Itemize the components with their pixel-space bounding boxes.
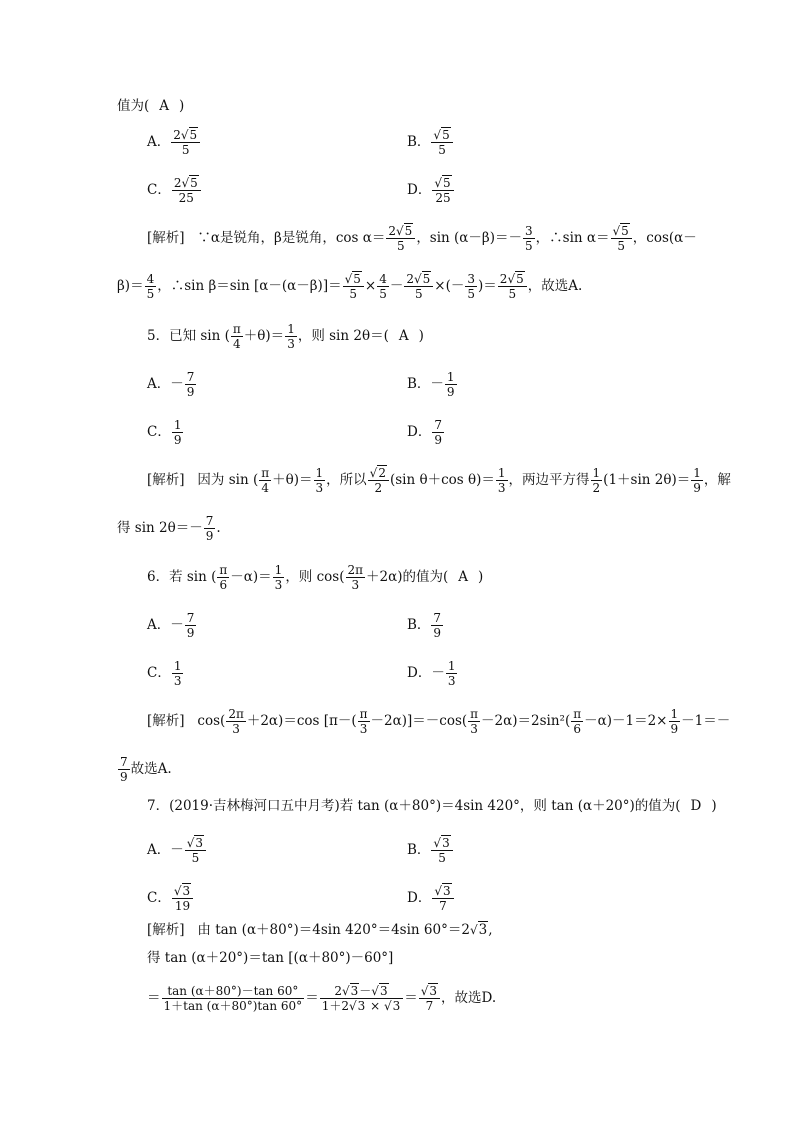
q5-stem: 5．已知 sin ( $\frac{\pi}{4}$ ＋θ)＝ $\frac{1}{3}$ ，则 sin 2θ＝( A ) (147, 322, 424, 351)
q5-option-c: C． $\frac{1}{9}$ (147, 418, 182, 447)
q6-option-d: D．－ $\frac{1}{3}$ (407, 659, 456, 688)
q6-answer: A (458, 569, 469, 585)
q4-stem-tail: 值为( A ) (117, 98, 185, 114)
q7-solution-line3: ＝ $\frac{\tan (\alpha+80^\circ)-\tan 60^\circ}{1+\tan (\alpha+80^\circ)\tan 60^\circ}$ ＝ $\frac{2√3-√3}{1+2√3 \times √3}$ ＝ $\frac{√3}{7}$ ，故选D. (147, 984, 497, 1013)
q6-option-b: B． $\frac{7}{9}$ (407, 611, 442, 640)
solution-tag: [解析] (147, 472, 185, 488)
q7-option-a: A．－ $\frac{√3}{5}$ (147, 836, 207, 865)
q5-solution-line1: [解析] 因为 sin ( $\frac{\pi}{4}$ ＋θ)＝ $\frac{1}{3}$ ，所以 $\frac{√2}{2}$ (sin θ＋cos θ)＝ $\frac{1}{3}$ ，两边平方得 $\frac{1}{2}$ (1＋sin 2θ)＝ $\frac{1}{9}$ ，解 (147, 466, 731, 495)
q5-answer: A (398, 328, 409, 344)
q7-stem: 7．(2019·吉林梅河口五中月考)若 tan (α＋80°)＝4sin 420°，则 tan (α＋20°)的值为( D ) (147, 798, 717, 814)
q4-answer: A (159, 98, 170, 114)
q5-option-d: D． $\frac{7}{9}$ (407, 418, 442, 447)
solution-tag: [解析] (147, 230, 185, 246)
q6-stem: 6．若 sin ( $\frac{\pi}{6}$ －α)＝ $\frac{1}{3}$ ，则 cos( $\frac{2\pi}{3}$ ＋2α)的值为( A ) (147, 563, 484, 592)
q7-answer: D (690, 798, 702, 814)
q7-option-c: C． $\frac{√3}{19}$ (147, 884, 194, 913)
q4-option-a: A． $\frac{2√5}{5}$ (147, 128, 201, 157)
q5-option-b: B．－ $\frac{1}{9}$ (407, 370, 455, 399)
q7-solution-line2: 得 tan (α＋20°)＝tan [(α＋80°)－60°] (147, 950, 394, 966)
q7-solution-line1: [解析] 由 tan (α＋80°)＝4sin 420°＝4sin 60°＝2√3, (147, 922, 493, 938)
q7-option-d: D． $\frac{√3}{7}$ (407, 884, 455, 913)
q4-solution-line1: [解析] ∵α是锐角，β是锐角，cos α＝ $\frac{2√5}{5}$ ，sin (α－β)＝－ $\frac{3}{5}$ ，∴sin α＝ $\frac{√5}{5}$ ，cos(α－ (147, 224, 697, 253)
q4-option-b: B． $\frac{√5}{5}$ (407, 128, 454, 157)
q6-option-c: C． $\frac{1}{3}$ (147, 659, 182, 688)
q4-solution-line2: β)＝ $\frac{4}{5}$ ，∴sin β＝sin [α－(α－β)]＝ $\frac{√5}{5}$ × $\frac{4}{5}$ － $\frac{2√5}{5}$ ×(－ $\frac{3}{5}$ )＝ $\frac{2√5}{5}$ ，故选A. (117, 272, 583, 301)
q6-solution-line1: [解析] cos( $\frac{2\pi}{3}$ ＋2α)＝cos [π－( $\frac{\pi}{3}$ －2α)]＝－cos( $\frac{\pi}{3}$ －2α)＝2sin²( $\frac{\pi}{6}$ －α)－1＝2× $\frac{1}{9}$ －1＝－ (147, 707, 731, 736)
q5-solution-line2: 得 sin 2θ＝－ $\frac{7}{9}$ . (117, 514, 221, 543)
q5-option-a: A．－ $\frac{7}{9}$ (147, 370, 195, 399)
q7-option-b: B． $\frac{√3}{5}$ (407, 836, 454, 865)
solution-tag: [解析] (147, 713, 185, 729)
q4-option-d: D． $\frac{√5}{25}$ (407, 176, 455, 205)
q6-option-a: A．－ $\frac{7}{9}$ (147, 611, 195, 640)
q4-option-c: C． $\frac{2√5}{25}$ (147, 176, 202, 205)
q6-solution-line2: $\frac{7}{9}$ 故选A. (120, 755, 172, 784)
solution-tag: [解析] (147, 922, 185, 938)
